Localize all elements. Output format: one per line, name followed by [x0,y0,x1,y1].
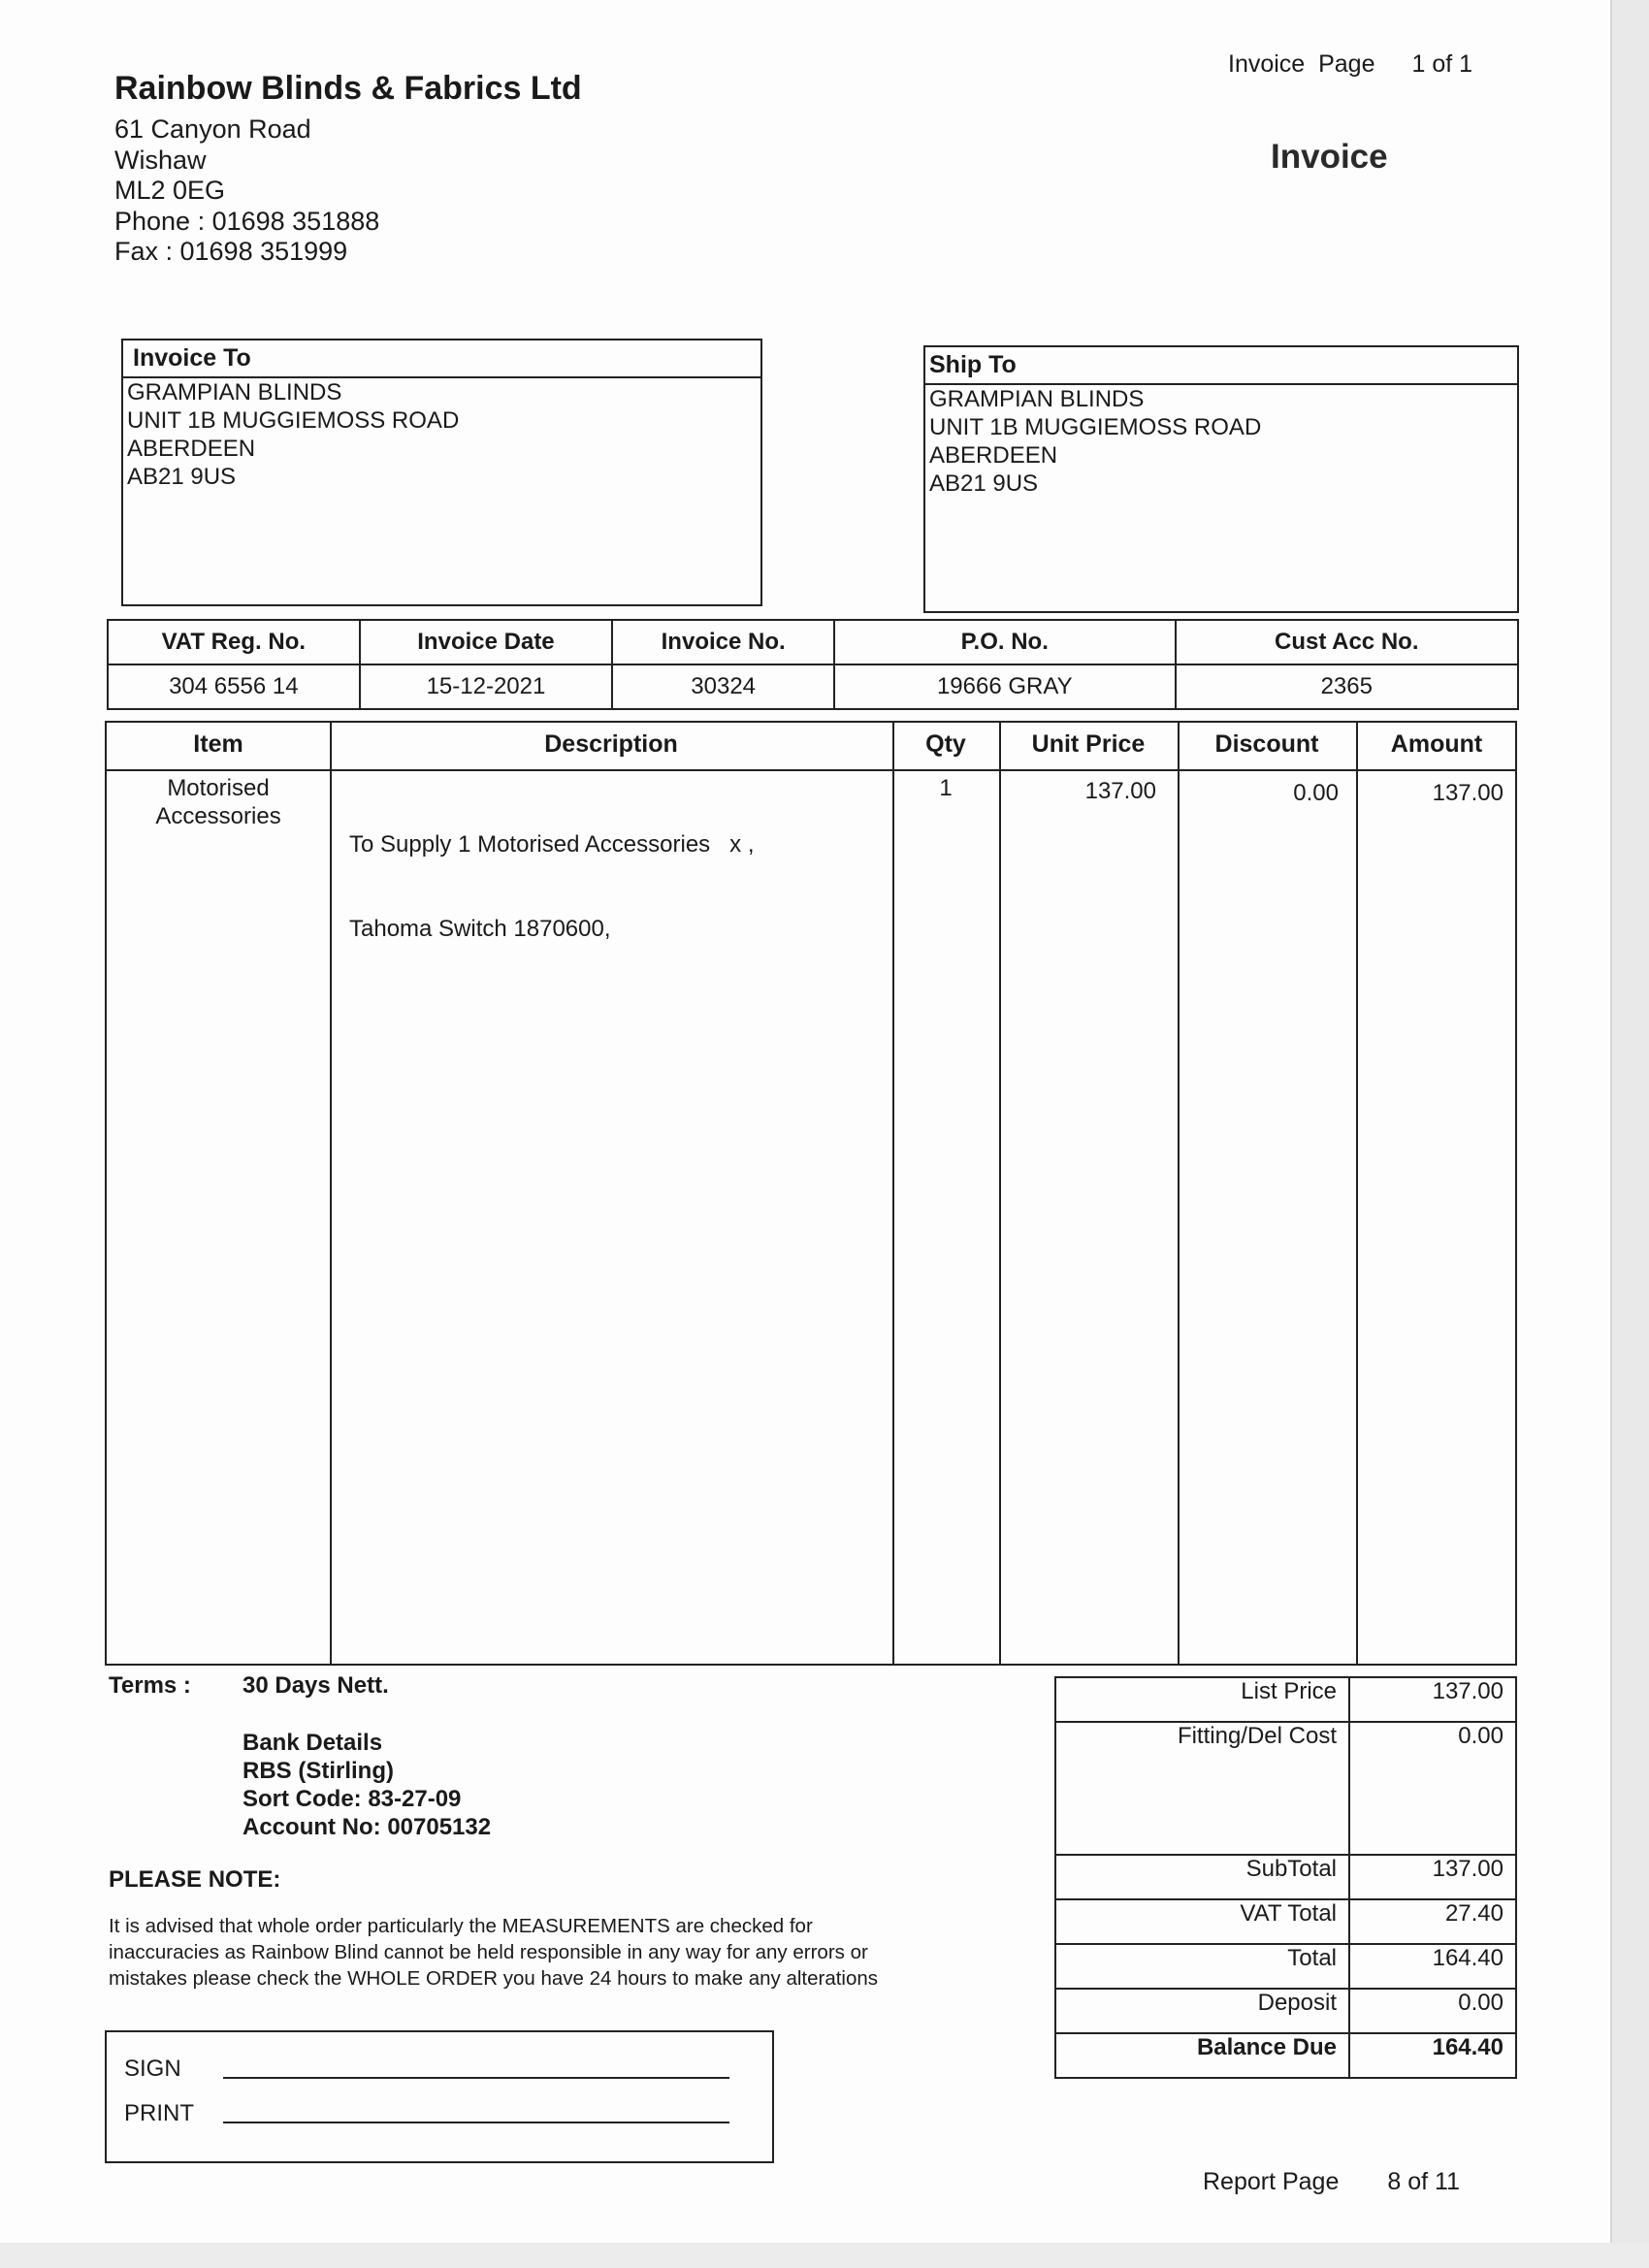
unit-price-cell: 137.00 [1084,778,1156,804]
unit-price-header: Unit Price [1031,730,1146,758]
po-no-header: P.O. No. [834,620,1175,664]
amount-cell: 137.00 [1432,780,1504,806]
report-page-label: Report Page [1203,2168,1340,2195]
items-table [105,721,1517,1666]
subtotal-label: SubTotal [1055,1855,1349,1899]
ship-to-address [925,385,1517,498]
note-line: inaccuracies as Rainbow Blind cannot be held responsible in any way for any errors or [109,1941,868,1963]
address-line: Wishaw [114,145,207,175]
totals-table [1054,1676,1517,2079]
ship-to-box [923,345,1519,613]
vat-reg-value: 304 6556 14 [108,664,360,709]
report-page-info [1203,2168,1460,2196]
item-cell [107,774,330,830]
print-line[interactable] [223,2122,729,2123]
invoice-date-value: 15-12-2021 [360,664,613,709]
sign-line[interactable] [223,2077,729,2079]
total-value: 164.40 [1349,1944,1516,1989]
qty-header: Qty [925,730,966,758]
address-line: ABERDEEN [929,442,1058,469]
description-header: Description [544,730,678,758]
address-line: 61 Canyon Road [114,114,311,144]
item-line: Motorised [167,775,270,801]
deposit-label: Deposit [1055,1989,1349,2033]
vat-total-label: VAT Total [1055,1899,1349,1944]
terms-label: Terms : [109,1672,191,1699]
terms-value: 30 Days Nett. [242,1672,389,1699]
invoice-to-address [123,378,760,491]
sign-box [105,2030,774,2163]
fitting-value: 0.00 [1349,1722,1516,1855]
fitting-label: Fitting/Del Cost [1055,1722,1349,1855]
address-line: ABERDEEN [127,436,256,462]
bank-line: Account No: 00705132 [242,1814,492,1840]
phone-line: Phone : 01698 351888 [114,206,380,236]
scan-edge-bottom [0,2243,1649,2268]
address-line: ML2 0EG [114,176,226,205]
invoice-to-box [121,339,762,606]
note-line: It is advised that whole order particularly the MEASUREMENTS are checked for [109,1915,813,1937]
invoice-page-info [1228,50,1472,79]
total-label: Total [1055,1944,1349,1989]
list-price-value: 137.00 [1349,1677,1516,1722]
balance-due-label: Balance Due [1055,2033,1349,2078]
address-line: GRAMPIAN BLINDS [127,379,342,405]
description-cell [349,774,755,999]
ship-to-header: Ship To [925,347,1517,385]
vat-total-value: 27.40 [1349,1899,1516,1944]
item-header: Item [193,730,243,758]
column-divider [892,723,894,1664]
bank-line: Bank Details [242,1730,383,1756]
discount-cell: 0.00 [1293,780,1339,806]
amount-header: Amount [1390,730,1483,758]
cust-acc-header: Cust Acc No. [1176,620,1518,664]
address-line: UNIT 1B MUGGIEMOSS ROAD [929,414,1262,440]
bank-details [242,1729,491,1841]
bank-line: RBS (Stirling) [242,1758,394,1784]
address-line: AB21 9US [127,464,237,490]
column-divider [1356,723,1358,1664]
balance-due-value: 164.40 [1349,2033,1516,2078]
address-line: UNIT 1B MUGGIEMOSS ROAD [127,407,460,434]
item-line: Accessories [155,803,281,829]
company-name: Rainbow Blinds & Fabrics Ltd [114,70,582,107]
sign-label: SIGN [124,2056,181,2082]
invoice-page-value: 1 of 1 [1411,50,1473,78]
note-line: mistakes please check the WHOLE ORDER you have 24 hours to make any alterations [109,1967,879,1990]
address-line: AB21 9US [929,470,1039,497]
print-label: PRINT [124,2100,194,2126]
items-header-divider [107,769,1515,771]
please-note-title: PLEASE NOTE: [109,1866,281,1893]
please-note-text [109,1913,1040,1992]
invoice-no-header: Invoice No. [612,620,834,664]
column-divider [999,723,1001,1664]
invoice-page-label: Invoice Page [1228,50,1375,78]
vat-reg-header: VAT Reg. No. [108,620,360,664]
invoice-to-header: Invoice To [123,340,760,378]
deposit-value: 0.00 [1349,1989,1516,2033]
scan-edge-right [1610,0,1649,2268]
invoice-date-header: Invoice Date [360,620,613,664]
report-page-value: 8 of 11 [1387,2168,1460,2195]
qty-cell: 1 [939,775,953,801]
discount-header: Discount [1214,730,1319,758]
list-price-label: List Price [1055,1677,1349,1722]
column-divider [330,723,332,1664]
po-no-value: 19666 GRAY [834,664,1175,709]
bank-line: Sort Code: 83-27-09 [242,1786,462,1812]
description-line: Tahoma Switch 1870600, [349,916,611,942]
company-address [114,114,379,268]
document-title: Invoice [1271,138,1388,176]
invoice-no-value: 30324 [612,664,834,709]
description-line: To Supply 1 Motorised Accessories x , [349,831,755,858]
subtotal-value: 137.00 [1349,1855,1516,1899]
column-divider [1178,723,1180,1664]
address-line: GRAMPIAN BLINDS [929,386,1145,412]
cust-acc-value: 2365 [1176,664,1518,709]
fax-line: Fax : 01698 351999 [114,237,348,266]
invoice-info-table [107,619,1519,710]
